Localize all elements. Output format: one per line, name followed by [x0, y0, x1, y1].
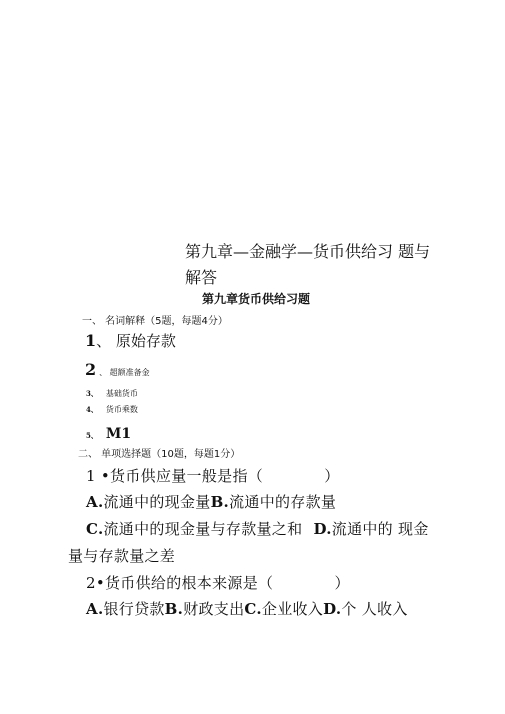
term-item [85, 330, 176, 351]
option-text: 流通中的现金量与存款量之和 [103, 520, 303, 538]
term-item [85, 360, 150, 379]
section-heading-choice: 二、 单项选择题（10题，每题1分） [78, 449, 241, 460]
term-label: 、 原始存款 [96, 332, 176, 350]
option-key: D. [313, 520, 332, 538]
term-number: 2 [85, 360, 97, 379]
option-key: C. [244, 600, 262, 618]
term-label: M1 [105, 426, 132, 442]
term-number: 5、 [86, 431, 98, 440]
option-key: A. [86, 600, 104, 618]
option-key: D. [323, 600, 342, 618]
section-heading-terms: 一、 名词解释（5题，每题4分） [82, 316, 228, 327]
term-number: 4、 [86, 405, 98, 414]
term-label: 基础货币 [105, 389, 138, 398]
option-continuation: 量与存款量之差 [68, 547, 176, 565]
term-number: 3、 [86, 389, 98, 398]
doc-title-line2: 解答 [185, 268, 218, 287]
option-text: 财政支出 [183, 600, 245, 618]
term-item [86, 397, 138, 416]
question-options [86, 491, 336, 512]
question-options [86, 518, 429, 539]
option-text: 个 人收入 [341, 600, 408, 618]
question-options [86, 598, 408, 619]
option-key: C. [86, 520, 104, 538]
option-text: 企业收入 [261, 600, 324, 618]
option-text: 流通中的现金量 [103, 493, 211, 511]
option-text: 银行贷款 [103, 600, 165, 618]
term-label: 货币乘数 [105, 405, 138, 414]
option-key: B. [164, 600, 184, 618]
option-key: A. [86, 493, 104, 511]
option-text: 流通中的 现金 [331, 520, 429, 538]
question-stem: 2•货币供给的根本来源是（ ） [86, 574, 350, 592]
option-key: B. [210, 493, 230, 511]
question-stem: 1 •货币供应量一般是指（ ） [86, 467, 340, 485]
option-text: 流通中的存款量 [229, 493, 337, 511]
term-number: 1 [85, 331, 97, 350]
doc-subtitle: 第九章货币供给习题 [202, 292, 311, 306]
term-item [86, 423, 131, 442]
term-label: 、 超额准备金 [99, 368, 150, 377]
doc-title-line1: 第九章—金融学—货币供给习 题与 [185, 242, 431, 261]
